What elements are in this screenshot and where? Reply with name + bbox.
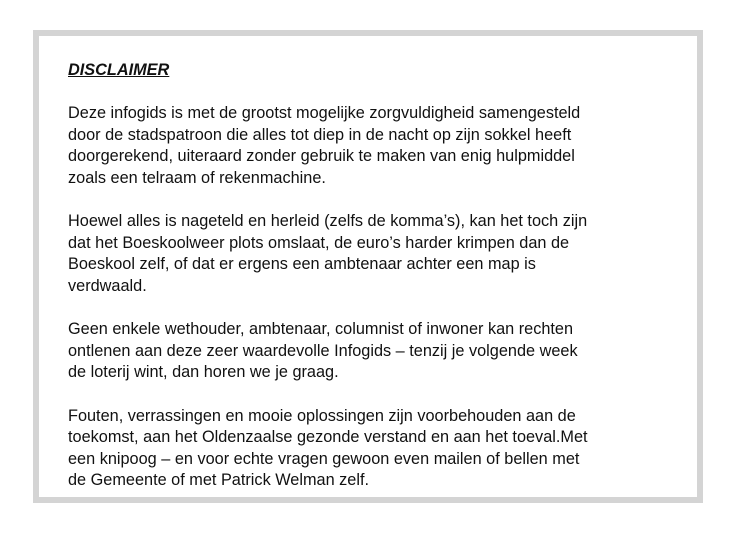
disclaimer-paragraph-accuracy: Deze infogids is met de grootst mogelijke zorgvuldigheid samengesteld door de stadspatroon die alles tot diep in de nacht op zijn sokkel heeft doorgerekend, uiteraard zonder gebruik te maken van enig hulpmiddel zoals een telraam of rekenmachine. [68,104,581,187]
disclaimer-paragraph-contact: Fouten, verrassingen en mooie oplossingen zijn voorbehouden aan de toekomst, aan het Oldenzaalse gezonde verstand en aan het toeval.Met een knipoog – en voor echte vragen gewoon even mailen of bellen met de Gemeente of met Patrick Welman zelf. [68,406,588,490]
disclaimer-content [68,60,688,492]
disclaimer-title: DISCLAIMER [68,61,170,79]
disclaimer-box [33,30,703,503]
disclaimer-paragraph-errors: Hoewel alles is nageteld en herleid (zelfs de komma’s), kan het toch zijn dat het Boeskoolweer plots omslaat, de euro’s harder krimpen dan de Boeskool zelf, of dat er ergens een ambtenaar achter een map is verdwaald. [68,212,588,295]
disclaimer-paragraph-no-rights: Geen enkele wethouder, ambtenaar, columnist of inwoner kan rechten ontlenen aan deze zeer waardevolle Infogids – tenzij je volgende week de loterij wint, dan horen we je graag. [68,320,578,382]
